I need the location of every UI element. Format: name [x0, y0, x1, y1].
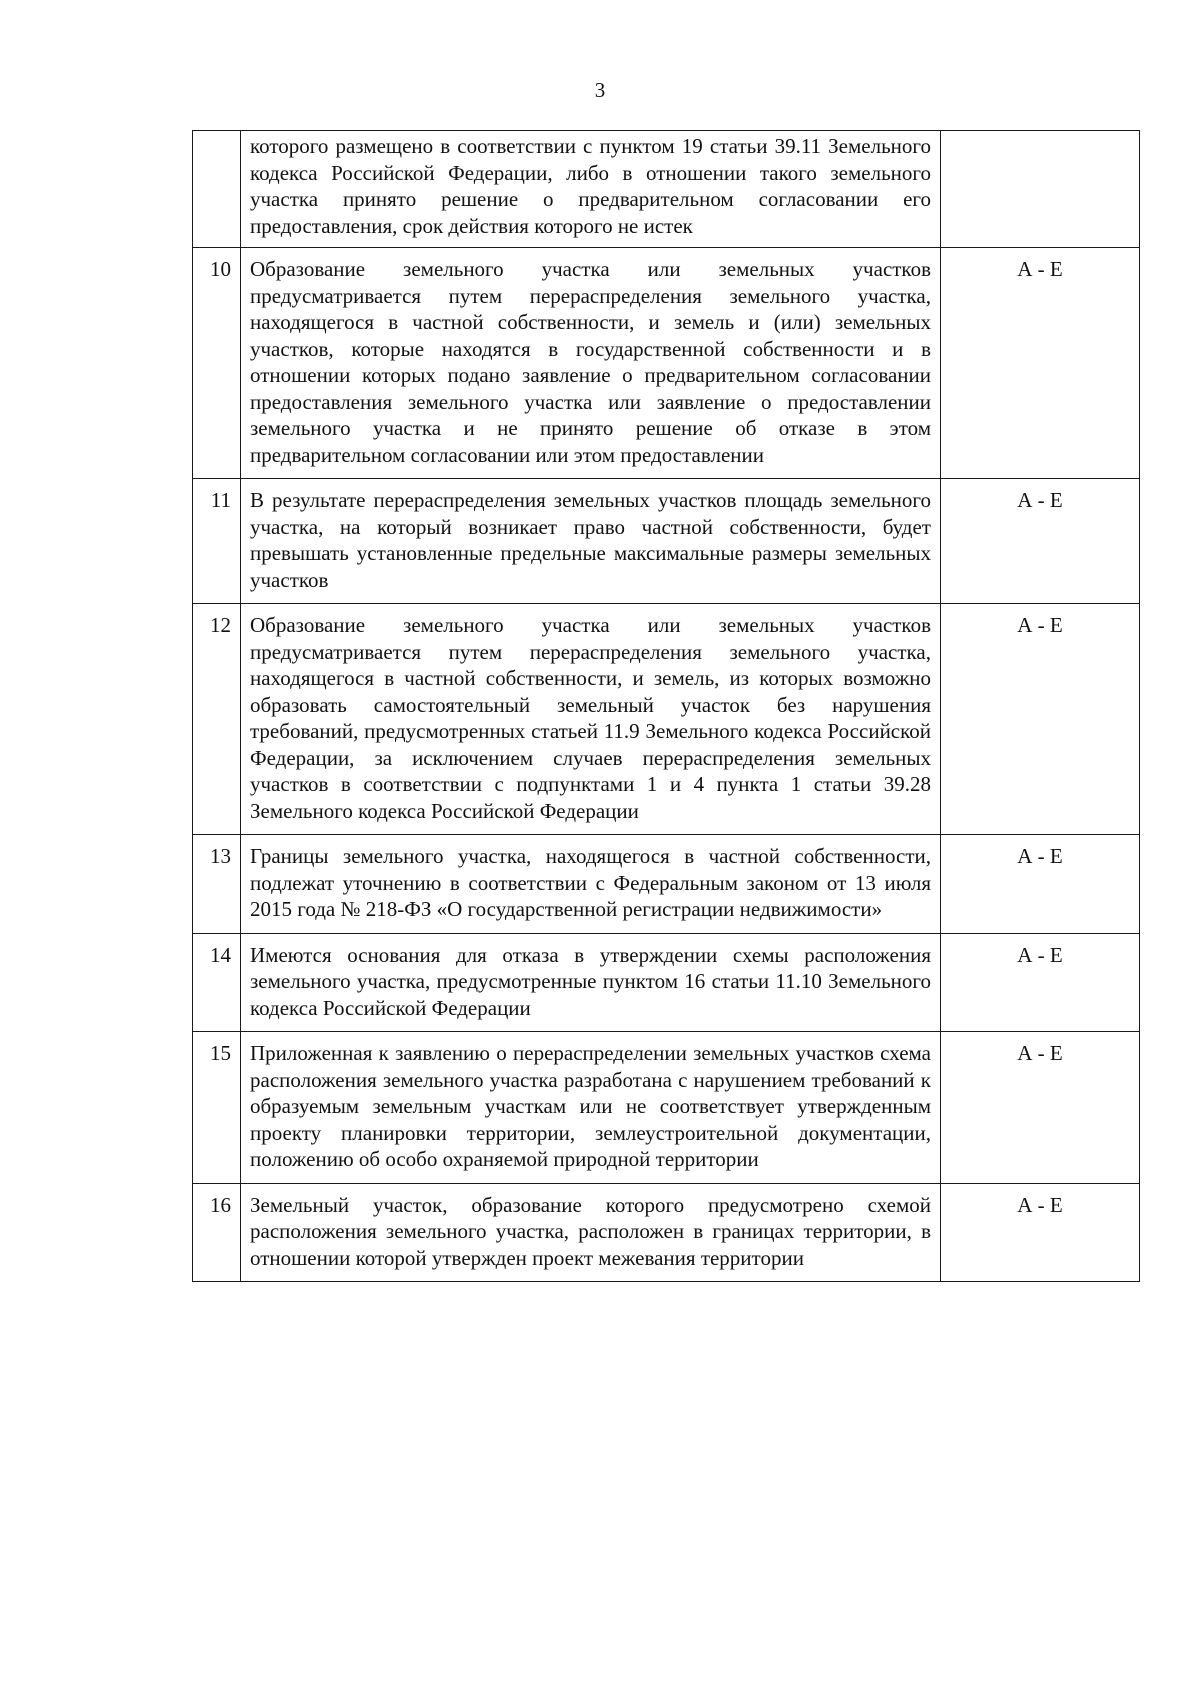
row-code: А - Е — [941, 933, 1140, 1032]
row-text: Границы земельного участка, находящегося в частной собственности, подлежат уточнению в соответствии с Федеральным законом от 13 июля 2015 года № 218-ФЗ «О государственной регистрации недвижимости» — [241, 835, 941, 934]
table-row — [193, 604, 1140, 835]
row-code — [941, 131, 1140, 248]
row-number: 15 — [193, 1032, 241, 1184]
row-number: 12 — [193, 604, 241, 835]
row-text: В результате перераспределения земельных участков площадь земельного участка, на который возникает право частной собственности, будет превышать установленные предельные максимальные размеры земельных участков — [241, 479, 941, 604]
row-code: А - Е — [941, 1032, 1140, 1184]
table-row — [193, 248, 1140, 479]
page-number: 3 — [594, 78, 606, 102]
row-text: Приложенная к заявлению о перераспределении земельных участков схема расположения земельного участка разработана с нарушением требований к образуемым земельным участкам или не соответствует утвержденным проекту планировки территории, землеустроительной документации, положению об особо охраняемой природной территории — [241, 1032, 941, 1184]
table-row — [193, 835, 1140, 934]
row-number: 14 — [193, 933, 241, 1032]
table-row — [193, 1032, 1140, 1184]
table-row — [193, 933, 1140, 1032]
row-code: А - Е — [941, 1183, 1140, 1282]
table-row — [193, 1183, 1140, 1282]
row-number: 16 — [193, 1183, 241, 1282]
grounds-table — [192, 130, 1140, 1282]
row-text: которого размещено в соответствии с пунктом 19 статьи 39.11 Земельного кодекса Российской Федерации, либо в отношении такого земельного участка принято решение о предварительном согласовании его предоставления, срок действия которого не истек — [241, 131, 941, 248]
row-code: А - Е — [941, 604, 1140, 835]
row-number — [193, 131, 241, 248]
row-code: А - Е — [941, 835, 1140, 934]
row-code: А - Е — [941, 248, 1140, 479]
row-number: 11 — [193, 479, 241, 604]
table-row — [193, 131, 1140, 248]
row-number: 10 — [193, 248, 241, 479]
row-text: Имеются основания для отказа в утверждении схемы расположения земельного участка, предусмотренные пунктом 16 статьи 11.10 Земельного кодекса Российской Федерации — [241, 933, 941, 1032]
row-text: Земельный участок, образование которого предусмотрено схемой расположения земельного участка, расположен в границах территории, в отношении которой утвержден проект межевания территории — [241, 1183, 941, 1282]
row-text: Образование земельного участка или земельных участков предусматривается путем перераспределения земельного участка, находящегося в частной собственности, и земель, из которых возможно образовать самостоятельный земельный участок без нарушения требований, предусмотренных статьей 11.9 Земельного кодекса Российской Федерации, за исключением случаев перераспределения земельных участков в соответствии с подпунктами 1 и 4 пункта 1 статьи 39.28 Земельного кодекса Российской Федерации — [241, 604, 941, 835]
row-code: А - Е — [941, 479, 1140, 604]
row-number: 13 — [193, 835, 241, 934]
row-text: Образование земельного участка или земельных участков предусматривается путем перераспределения земельного участка, находящегося в частной собственности, и земель и (или) земельных участков, которые находятся в государственной собственности и в отношении которых подано заявление о предварительном согласовании предоставления земельного участка или заявление о предоставлении земельного участка и не принято решение об отказе в этом предварительном согласовании или этом предоставлении — [241, 248, 941, 479]
table-row — [193, 479, 1140, 604]
